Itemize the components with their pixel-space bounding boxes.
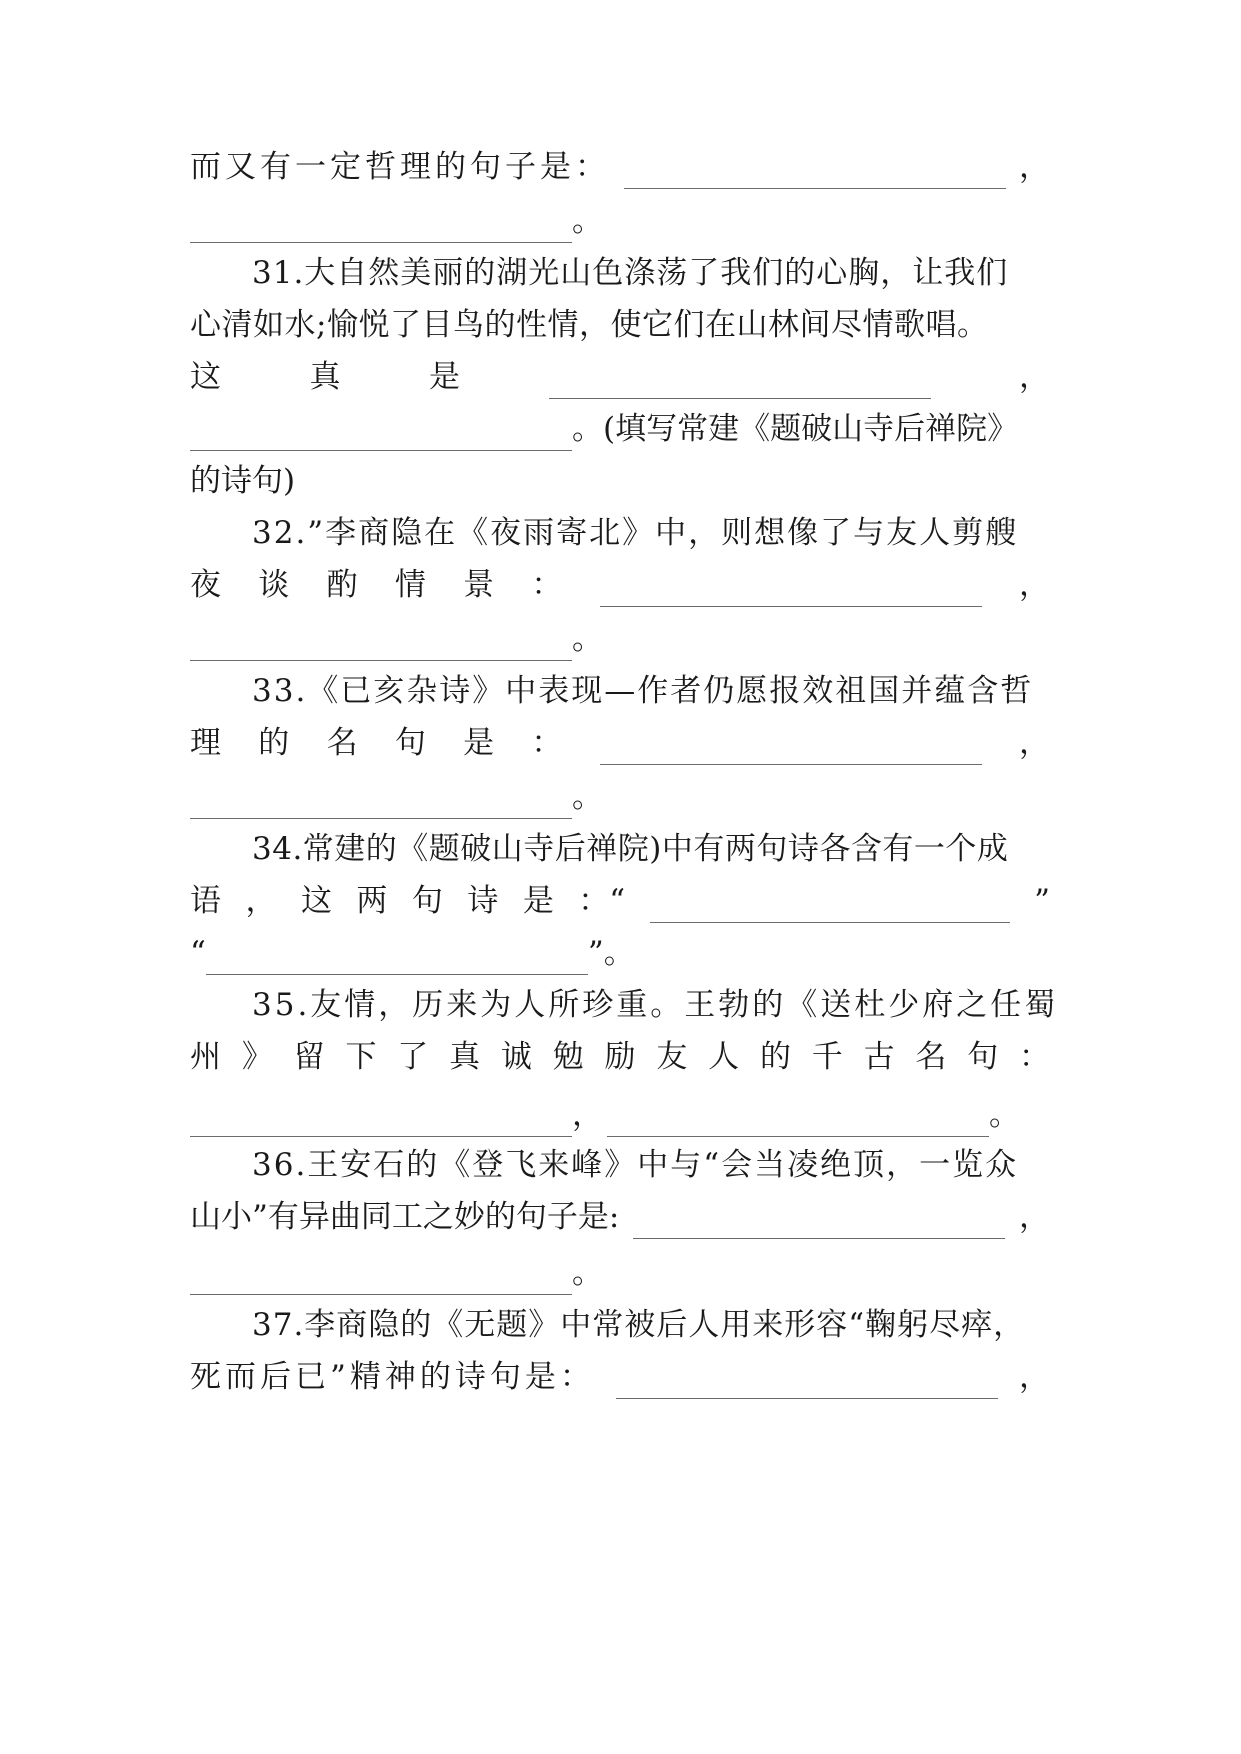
text-segment: 37.李商隐的《无题》中常被后人用来形容“鞠躬尽瘁， (252, 1307, 1026, 1343)
text-char: 友 (656, 1039, 688, 1075)
comma: ， (1018, 1359, 1050, 1395)
text-char: 》 (241, 1039, 273, 1075)
text-char: 了 (397, 1039, 429, 1075)
question-31-line (252, 251, 1050, 295)
text-char: ： (531, 725, 563, 761)
period: 。 (572, 203, 603, 239)
answer-blank[interactable] (190, 420, 572, 451)
text-char: 情 (394, 567, 426, 603)
text-char: 人 (708, 1039, 740, 1075)
open-quote: “ (190, 935, 206, 971)
close-quote-period: ”。 (587, 935, 635, 971)
text-char: 夜 (190, 567, 221, 603)
text-line (190, 407, 1050, 451)
text-segment: 而又有一定哲理的句子是： (190, 149, 610, 185)
close-quote: ” (1034, 883, 1050, 919)
text-char: ：“ (578, 883, 626, 919)
comma: ， (1019, 359, 1050, 395)
text-char: 留 (293, 1039, 325, 1075)
answer-blank[interactable] (624, 158, 1006, 189)
text-char: 酌 (326, 567, 358, 603)
answer-blank[interactable] (206, 944, 588, 975)
answer-blank[interactable] (190, 1264, 572, 1295)
text-char: 这 (300, 883, 332, 919)
text-char: 这 (190, 359, 221, 395)
period: 。 (572, 1255, 603, 1291)
text-line (190, 775, 1050, 819)
text-segment: 山小”有异曲同工之妙的句子是: (190, 1199, 620, 1235)
question-32-line (252, 511, 1050, 555)
answer-blank[interactable] (607, 1106, 989, 1137)
period: 。 (989, 1097, 1020, 1133)
text-char: 真 (449, 1039, 481, 1075)
text-char: 的 (759, 1039, 791, 1075)
question-35-line (252, 983, 1059, 1027)
answer-blank[interactable] (650, 892, 1010, 923)
text-char: 理 (190, 725, 221, 761)
text-line (190, 721, 1050, 765)
text-segment: 31.大自然美丽的湖光山色涤荡了我们的心胸，让我们 (252, 255, 1009, 291)
period: 。 (572, 621, 603, 657)
text-char: 语 (190, 883, 221, 919)
text-char: 是 (463, 725, 495, 761)
answer-blank[interactable] (549, 368, 931, 399)
text-line (190, 1251, 1050, 1295)
question-37-line (252, 1303, 1050, 1347)
question-36-line (252, 1143, 1050, 1187)
text-char: 千 (811, 1039, 843, 1075)
text-segment: 35.友情，历来为人所珍重。王勃的《送杜少府之任蜀 (252, 987, 1059, 1023)
text-segment: 34.常建的《题破山寺后禅院)中有两句诗各含有一个成 (252, 831, 1009, 867)
text-char: 是 (429, 359, 460, 395)
text-char: 句 (394, 725, 426, 761)
text-segment: 32.”李商隐在《夜雨寄北》中，则想像了与友人剪艘 (252, 515, 1019, 551)
text-char: ， (245, 883, 277, 919)
question-34-line (252, 827, 1050, 871)
text-char: 诚 (500, 1039, 532, 1075)
answer-blank[interactable] (616, 1368, 998, 1399)
answer-blank[interactable] (190, 788, 572, 819)
text-line (190, 1035, 1050, 1079)
text-line (190, 199, 1050, 243)
text-line (190, 931, 1050, 975)
text-char: 古 (863, 1039, 895, 1075)
comma: ， (1019, 149, 1050, 185)
text-char: 下 (345, 1039, 377, 1075)
period: 。 (572, 779, 603, 815)
text-char: 的 (258, 725, 290, 761)
text-char: 句 (411, 883, 443, 919)
text-char: 谈 (258, 567, 290, 603)
text-segment: 死而后已”精神的诗句是： (190, 1359, 595, 1395)
answer-blank[interactable] (633, 1208, 1005, 1239)
text-segment: 36.王安石的《登飞来峰》中与“会当凌绝顶，一览众 (252, 1147, 1019, 1183)
text-char: ： (1019, 1039, 1050, 1075)
text-char: 勉 (552, 1039, 584, 1075)
text-line (190, 1093, 1050, 1137)
comma: ， (1018, 725, 1050, 761)
text-segment: 。(填写常建《题破山寺后禅院》 (572, 411, 1019, 447)
text-char: 句 (967, 1039, 999, 1075)
text-line (190, 459, 1050, 503)
question-33-line (252, 669, 1050, 713)
text-char: 两 (356, 883, 388, 919)
text-line (190, 1355, 1050, 1399)
text-char: 真 (309, 359, 341, 395)
text-char: 州 (190, 1039, 221, 1075)
text-segment: 的诗句) (190, 463, 296, 499)
text-line (190, 303, 1050, 347)
text-segment: 33.《已亥杂诗》中表现—作者仍愿报效祖国并蕴含哲 (252, 673, 1034, 709)
text-line (190, 563, 1050, 607)
text-line (190, 355, 1050, 399)
answer-blank[interactable] (190, 630, 572, 661)
text-char: 诗 (467, 883, 499, 919)
text-char: 名 (915, 1039, 947, 1075)
text-line (190, 145, 1050, 189)
text-char: 是 (522, 883, 554, 919)
answer-blank[interactable] (600, 576, 982, 607)
text-line (190, 617, 1050, 661)
comma: ， (572, 1097, 603, 1133)
text-line (190, 1195, 1050, 1239)
text-segment: 心清如水;愉悦了目鸟的性情，使它们在山林间尽情歌唱。 (190, 307, 989, 343)
text-line (190, 879, 1050, 923)
text-char: 景 (463, 567, 495, 603)
answer-blank[interactable] (190, 1106, 572, 1137)
text-char: ： (531, 567, 563, 603)
comma: ， (1018, 1199, 1050, 1235)
comma: ， (1018, 567, 1050, 603)
answer-blank[interactable] (190, 212, 572, 243)
text-char: 励 (604, 1039, 636, 1075)
answer-blank[interactable] (600, 734, 982, 765)
text-char: 名 (326, 725, 358, 761)
